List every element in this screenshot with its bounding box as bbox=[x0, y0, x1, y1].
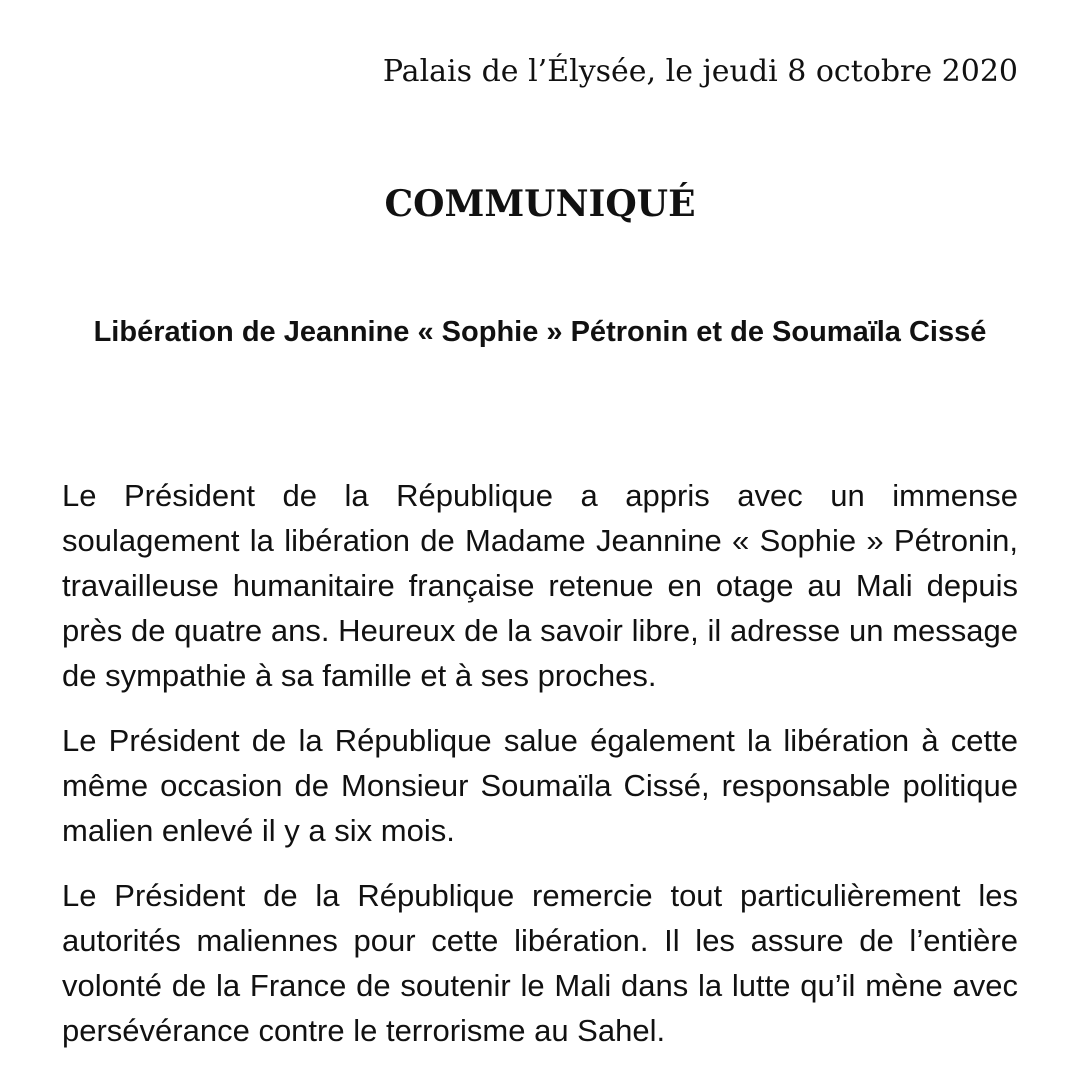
paragraph-2: Le Président de la République salue également la libération à cette même occasion de Monsieur Soumaïla Cissé, responsable politique malien enlevé il y a six mois. bbox=[62, 723, 1018, 848]
document-body bbox=[62, 473, 1018, 1073]
paragraph-3: Le Président de la République remercie tout particulièrement les autorités maliennes pour cette libération. Il les assure de l’entière volonté de la France de soutenir le Mali dans la lutte qu’il mène avec persévérance contre le terrorisme au Sahel. bbox=[62, 878, 1018, 1048]
document-subtitle: Libération de Jeannine « Sophie » Pétronin et de Soumaïla Cissé bbox=[93, 316, 987, 348]
document-title: COMMUNIQUÉ bbox=[384, 183, 696, 225]
paragraph-1: Le Président de la République a appris avec un immense soulagement la libération de Madame Jeannine « Sophie » Pétronin, travailleuse humanitaire française retenue en otage au Mali depuis près de quatre ans. Heureux de la savoir libre, il adresse un message de sympathie à sa famille et à ses proches. bbox=[62, 478, 1018, 693]
dateline: Palais de l’Élysée, le jeudi 8 octobre 2020 bbox=[382, 54, 1018, 89]
